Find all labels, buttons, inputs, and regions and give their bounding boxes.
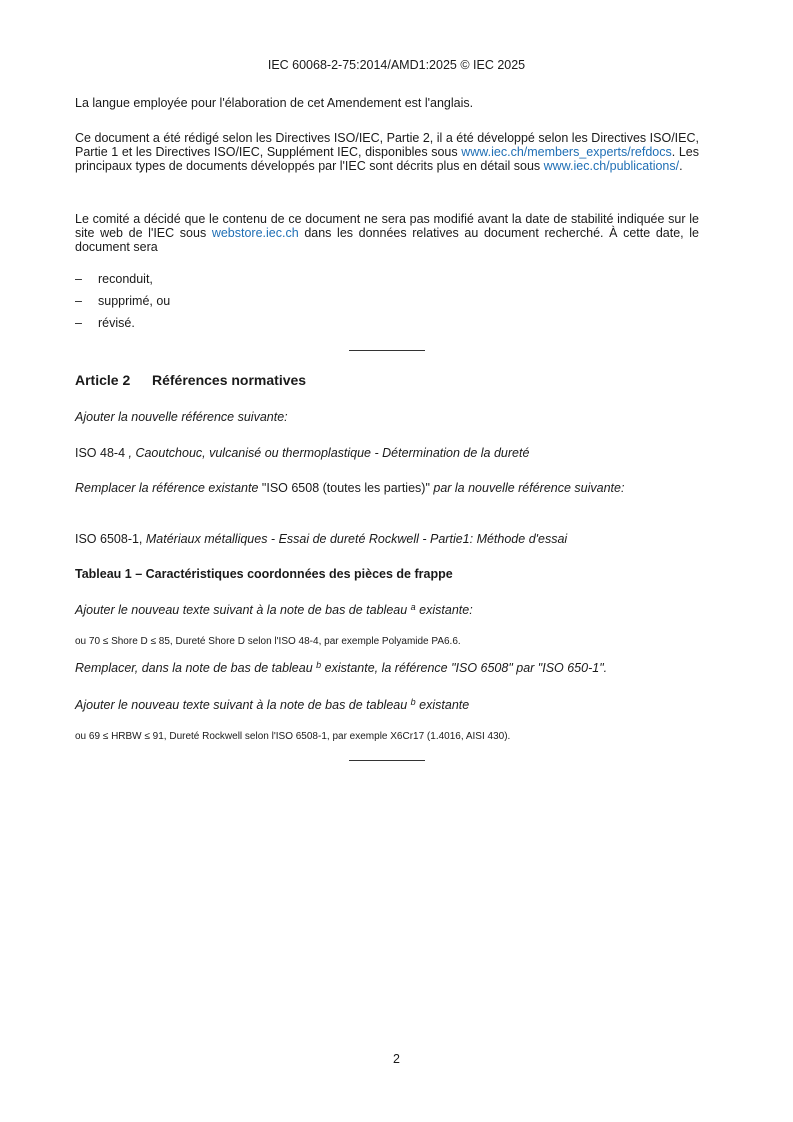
stability-paragraph: [75, 212, 699, 254]
instruction-text: Ajouter le nouveau texte suivant à la note de bas de tableau: [75, 603, 411, 617]
separator-rule: [349, 350, 425, 351]
document-header: IEC 60068-2-75:2014/AMD1:2025 © IEC 2025: [267, 58, 526, 72]
list-item-text: supprimé, ou: [98, 294, 171, 308]
directives-text-3: .: [679, 159, 683, 173]
list-item-text: reconduit,: [98, 272, 153, 286]
add-reference-instruction: Ajouter la nouvelle référence suivante:: [75, 410, 288, 424]
dash-marker: –: [75, 294, 82, 308]
directives-paragraph: [75, 131, 699, 173]
instruction-text: existante, la référence "ISO 6508" par "ISO 650-1".: [321, 661, 608, 675]
instruction-text: Remplacer, dans la note de bas de tableau: [75, 661, 317, 675]
page-number: 2: [393, 1052, 400, 1066]
replace-reference-instruction: [75, 481, 699, 495]
directives-text-1: Ce document a été rédigé selon les Directives ISO/IEC, Partie 2, il a été développé selon les Directives ISO/IEC, Partie 1 et les Directives ISO/IEC, Supplément IEC, disponibles sous: [75, 131, 699, 159]
replace-text-1: Remplacer la référence existante: [75, 481, 262, 495]
reference-title: Matériaux métalliques - Essai de dureté Rockwell - Partie1: Méthode d'essai: [145, 532, 568, 546]
reference-title: , Caoutchouc, vulcanisé ou thermoplastique - Détermination de la dureté: [128, 446, 530, 460]
article-heading: [75, 373, 699, 387]
directives-text-2: . Les principaux types de documents développés par l'IEC sont décrits plus en détail sous: [75, 145, 699, 173]
footnote-marker: a: [410, 602, 416, 612]
reference-code: ISO 6508-1,: [75, 532, 146, 546]
note-b-text: ou 69 ≤ HRBW ≤ 91, Dureté Rockwell selon l'ISO 6508-1, par exemple X6Cr17 (1.4016, AISI 430).: [75, 731, 511, 742]
dash-marker: –: [75, 272, 82, 286]
instruction-text: Ajouter le nouveau texte suivant à la note de bas de tableau: [75, 698, 411, 712]
webstore-link[interactable]: webstore.iec.ch: [211, 226, 299, 240]
reference-code: ISO 48-4: [75, 446, 129, 460]
footnote-marker: b: [410, 697, 416, 707]
publications-link[interactable]: www.iec.ch/publications/: [543, 159, 680, 173]
instruction-text: existante: [415, 698, 470, 712]
list-item: [75, 294, 170, 308]
list-item: [75, 272, 153, 286]
stability-text-2: dans les données relatives au document recherché. À cette date, le document sera: [75, 226, 699, 254]
new-reference: [75, 446, 699, 460]
list-item-text: révisé.: [98, 316, 135, 330]
list-item: [75, 316, 135, 330]
note-a-text: ou 70 ≤ Shore D ≤ 85, Dureté Shore D selon l'ISO 48-4, par exemple Polyamide PA6.6.: [75, 636, 461, 647]
table-heading: Tableau 1 – Caractéristiques coordonnées des pièces de frappe: [75, 567, 453, 581]
note-b-replace-instruction: [75, 661, 699, 675]
article-title: Références normatives: [152, 372, 307, 388]
note-b-add-instruction: [75, 698, 699, 712]
footnote-marker: b: [316, 660, 322, 670]
replace-text-2: par la nouvelle référence suivante:: [429, 481, 625, 495]
language-paragraph: La langue employée pour l'élaboration de cet Amendement est l'anglais.: [75, 96, 474, 110]
stability-text-1: Le comité a décidé que le contenu de ce document ne sera pas modifié avant la date de stabilité indiquée sur le site web de l'IEC sous: [75, 212, 699, 240]
note-a-instruction: [75, 603, 699, 617]
separator-rule: [349, 760, 425, 761]
replace-quote: "ISO 6508 (toutes les parties)": [261, 481, 430, 495]
instruction-text: existante:: [415, 603, 473, 617]
article-number: Article 2: [75, 372, 131, 388]
refdocs-link[interactable]: www.iec.ch/members_experts/refdocs: [461, 145, 672, 159]
dash-marker: –: [75, 316, 82, 330]
replacement-reference: [75, 532, 699, 546]
